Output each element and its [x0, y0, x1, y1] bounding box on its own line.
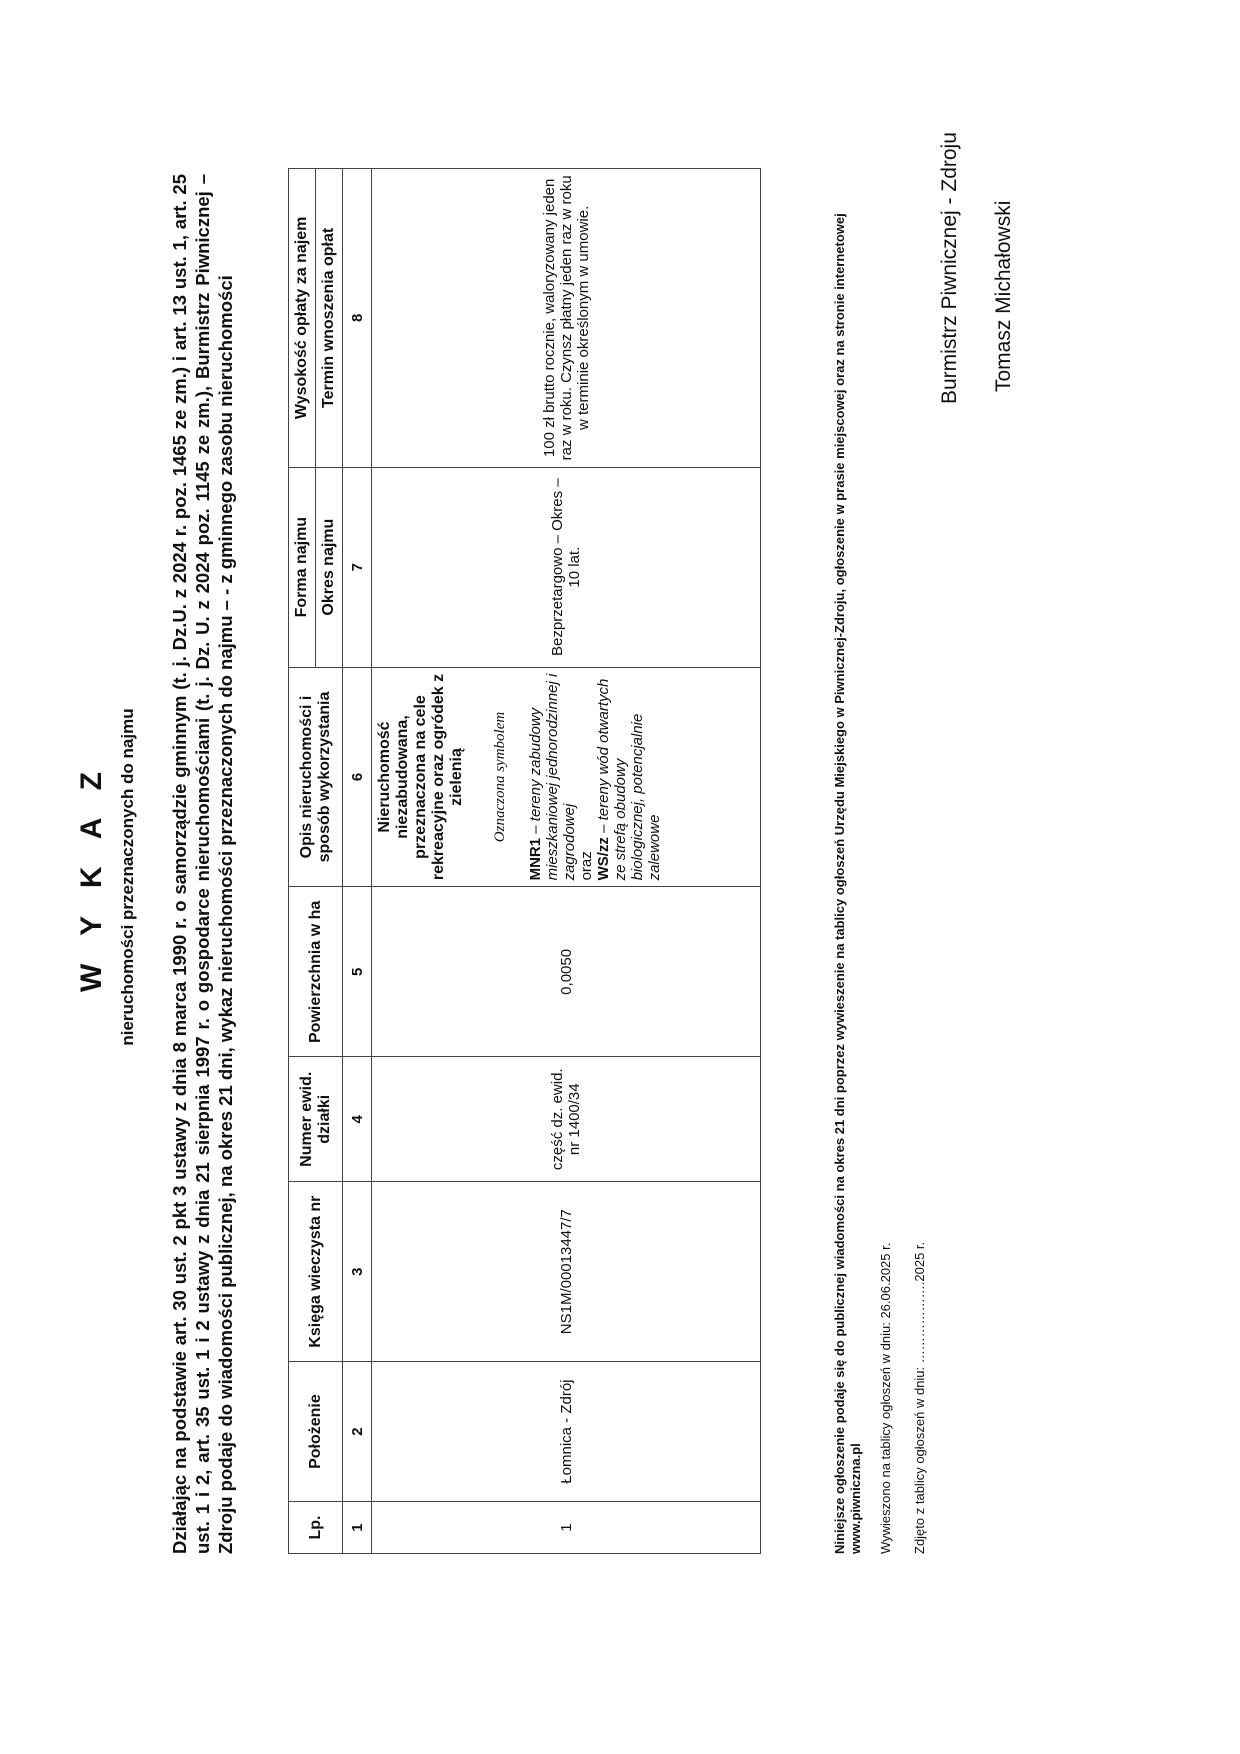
symbol-code: WS/zz — [595, 837, 612, 881]
cell-powierzchnia: 0,0050 — [372, 887, 761, 1057]
header-lp: Lp. — [289, 1502, 343, 1554]
header-termin: Termin wnoszenia opłat — [316, 169, 343, 468]
document-title: W Y K A Z — [75, 762, 108, 993]
header-ksiega: Księga wieczysta nr — [289, 1182, 343, 1362]
cell-ksiega: NS1M/00013447/7 — [372, 1182, 761, 1362]
symbol-desc: – tereny wód otwartych ze strefą obudowy biologicznej, potencjalnie zalewowe — [595, 678, 663, 881]
legal-basis-paragraph: Działając na podstawie art. 30 ust. 2 pkt 3 ustawy z dnia 8 marca 1990 r. o samorządzie gminnym (t. j. Dz.U. z 2024 r. poz. 1465 ze zm.) i art. 13 ust. 1, art. 25 ust. 1 i 2, art. 35 ust. 1 i 2 ustawy z dnia 21 sierpnia 1997 r. o gospodarce nieruchomościami (t. j. Dz. U. z 2024 poz. 1145 ze zm.), Burmistrz Piwnicznej – Zdroju podaje do wiadomości publicznej, na okres 21 dni, wykaz nieruchomości przeznaczonych do najmu – - z gminnego zasobu nieruchomości — [169, 174, 236, 1554]
col-number: 6 — [343, 667, 372, 887]
signature-name: Tomasz Michałowski — [992, 200, 1015, 392]
document-subtitle: nieruchomości przeznaczonych do najmu — [118, 708, 137, 1046]
header-okres: Okres najmu — [316, 467, 343, 667]
col-number: 7 — [343, 467, 372, 667]
header-forma: Forma najmu — [289, 467, 316, 667]
header-numer: Numer ewid. działki — [289, 1057, 343, 1182]
opis-symbol-1 — [527, 674, 578, 881]
col-number: 5 — [343, 887, 372, 1057]
cell-opis — [372, 667, 761, 887]
header-opis: Opis nieruchomości i sposób wykorzystania — [289, 667, 343, 887]
header-row — [289, 169, 316, 1554]
posted-date: Wywieszono na tablicy ogłoszeń w dniu: 26.06.2025 r. — [878, 1242, 893, 1554]
signature-role: Burmistrz Piwnicznej - Zdroju — [938, 132, 961, 404]
symbol-code: MNR1 — [527, 837, 544, 881]
opis-symbol-label: Oznaczona symbolem — [492, 711, 508, 843]
col-number: 3 — [343, 1182, 372, 1362]
col-number: 2 — [343, 1362, 372, 1502]
property-table — [288, 168, 761, 1554]
opis-oraz: oraz — [578, 851, 595, 881]
cell-polozenie: Łomnica - Zdrój — [372, 1362, 761, 1502]
cell-numer: część dz. ewid. nr 1400/34 — [372, 1057, 761, 1182]
header-polozenie: Położenie — [289, 1362, 343, 1502]
col-number: 4 — [343, 1057, 372, 1182]
publication-notice: Niniejsze ogłoszenie podaje się do publicznej wiadomości na okres 21 dni poprzez wywieszenie na tablicy ogłoszeń Urzędu Miejskiego w Piwnicznej-Zdroju, ogłoszenie w prasie miejscowej oraz na stronie internetowej www.piwniczna.pl — [832, 213, 863, 1554]
col-number: 8 — [343, 169, 372, 468]
symbol-desc: – tereny zabudowy mieszkaniowej jednorodzinnej i zagrodowej — [527, 673, 578, 881]
header-powierzchnia: Powierzchnia w ha — [289, 887, 343, 1057]
removed-date: Zdjęto z tablicy ogłoszeń w dniu: ……………….2025 r. — [912, 1241, 927, 1554]
table-row — [372, 169, 761, 1554]
opis-main: Nieruchomość niezabudowana, przeznaczona na cele rekreacyjne oraz ogródek z zielenią — [376, 673, 465, 881]
cell-forma-okres: Bezprzetargowo – Okres – 10 lat. — [372, 467, 761, 667]
column-number-row — [343, 169, 372, 1554]
cell-lp: 1 — [372, 1502, 761, 1554]
opis-symbol-2 — [595, 679, 663, 881]
header-wysokosc: Wysokość opłaty za najem — [289, 169, 316, 468]
col-number: 1 — [343, 1502, 372, 1554]
cell-oplata-termin: 100 zł brutto rocznie, waloryzowany jeden raz w roku. Czynsz płatny jeden raz w roku w terminie określonym w umowie. — [372, 169, 761, 468]
